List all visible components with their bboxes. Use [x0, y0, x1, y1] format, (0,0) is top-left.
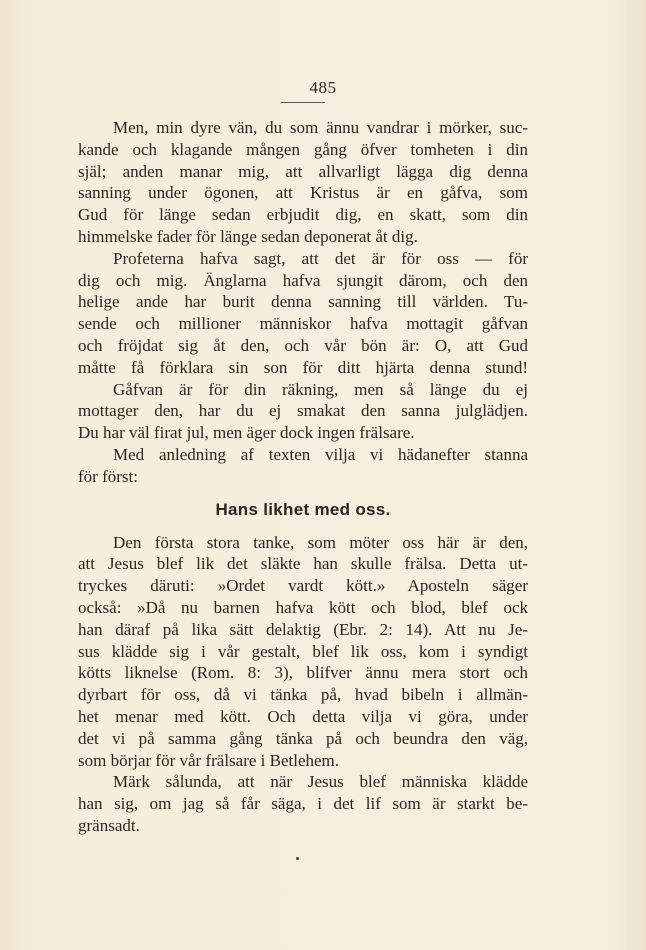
- text-line: helige ande har burit denna sanning till världen. Tu-: [78, 292, 528, 312]
- page-number-rule: [281, 102, 325, 103]
- text-line: som börjar för vår frälsare i Betlehem.: [78, 750, 340, 770]
- page-number: 485: [309, 78, 337, 97]
- text-line: för först:: [78, 466, 138, 486]
- text-line: Med anledning af texten vilja vi hädanefter stanna: [113, 444, 528, 464]
- text-line: sende och millioner människor hafva mottagit gåfvan: [78, 314, 528, 334]
- text-line: sanning under ögonen, att Kristus är en gåfva, som: [78, 183, 528, 203]
- text-line: mottager den, har du ej smakat den sanna julglädjen.: [78, 401, 528, 421]
- text-line: att Jesus blef lik det släkte han skulle frälsa. Detta ut-: [78, 554, 528, 574]
- text-line: dig och mig. Änglarna hafva sjungit därom, och den: [78, 270, 528, 290]
- text-line: tryckes däruti: »Ordet vardt kött.» Aposteln säger: [78, 576, 528, 596]
- text-line: Märk sålunda, att när Jesus blef människa klädde: [113, 772, 528, 792]
- text-line: också: »Då nu barnen hafva kött och blod, blef ock: [78, 597, 528, 617]
- text-line: han sig, om jag så får säga, i det lif som är starkt be-: [78, 794, 528, 814]
- text-line: Men, min dyre vän, du som ännu vandrar i mörker, suc-: [113, 118, 528, 137]
- text-line: Den första stora tanke, som möter oss här är den,: [113, 532, 528, 552]
- text-line: kande och klagande mången gång öfver tomheten i din: [78, 139, 528, 159]
- text-line: Profeterna hafva sagt, att det är för oss — för: [113, 248, 528, 268]
- text-line: och fröjdat sig åt den, och vår bön är: O, att Gud: [78, 335, 528, 355]
- text-line: han däraf på lika sätt delaktig (Ebr. 2: 14). Att nu Je-: [78, 619, 528, 639]
- paragraphs-after-heading: [78, 532, 528, 837]
- text-line: måtte få förklara sin son för ditt hjärta denna stund!: [78, 357, 528, 377]
- text-line: dyrbart för oss, då vi tänka på, hvad bibeln i allmän-: [78, 685, 528, 705]
- text-line: het menar med kött. Och detta vilja vi göra, under: [78, 706, 528, 726]
- text-line: det vi på samma gång tänka på och beundra den väg,: [78, 728, 528, 748]
- text-line: Du har väl firat jul, men äger dock ingen frälsare.: [78, 423, 415, 443]
- text-line: Gåfvan är för din räkning, men så länge du ej: [113, 379, 528, 399]
- text-line: himmelske fader för länge sedan deponerat åt dig.: [78, 226, 418, 246]
- paper-speck: [296, 857, 299, 860]
- text-line: själ; anden manar mig, att allvarligt lägga dig denna: [78, 161, 528, 181]
- text-line: Gud för länge sedan erbjudit dig, en skatt, som din: [78, 205, 528, 225]
- section-heading: Hans likhet med oss.: [215, 499, 391, 519]
- text-line: kötts liknelse (Rom. 8: 3), blifver ännu mera stort och: [78, 663, 528, 683]
- body-text: [78, 117, 528, 837]
- paragraphs-before-heading: [78, 117, 528, 488]
- text-line: sus klädde sig i vår gestalt, blef lik oss, kom i syndigt: [78, 641, 528, 661]
- text-line: gränsadt.: [78, 815, 140, 835]
